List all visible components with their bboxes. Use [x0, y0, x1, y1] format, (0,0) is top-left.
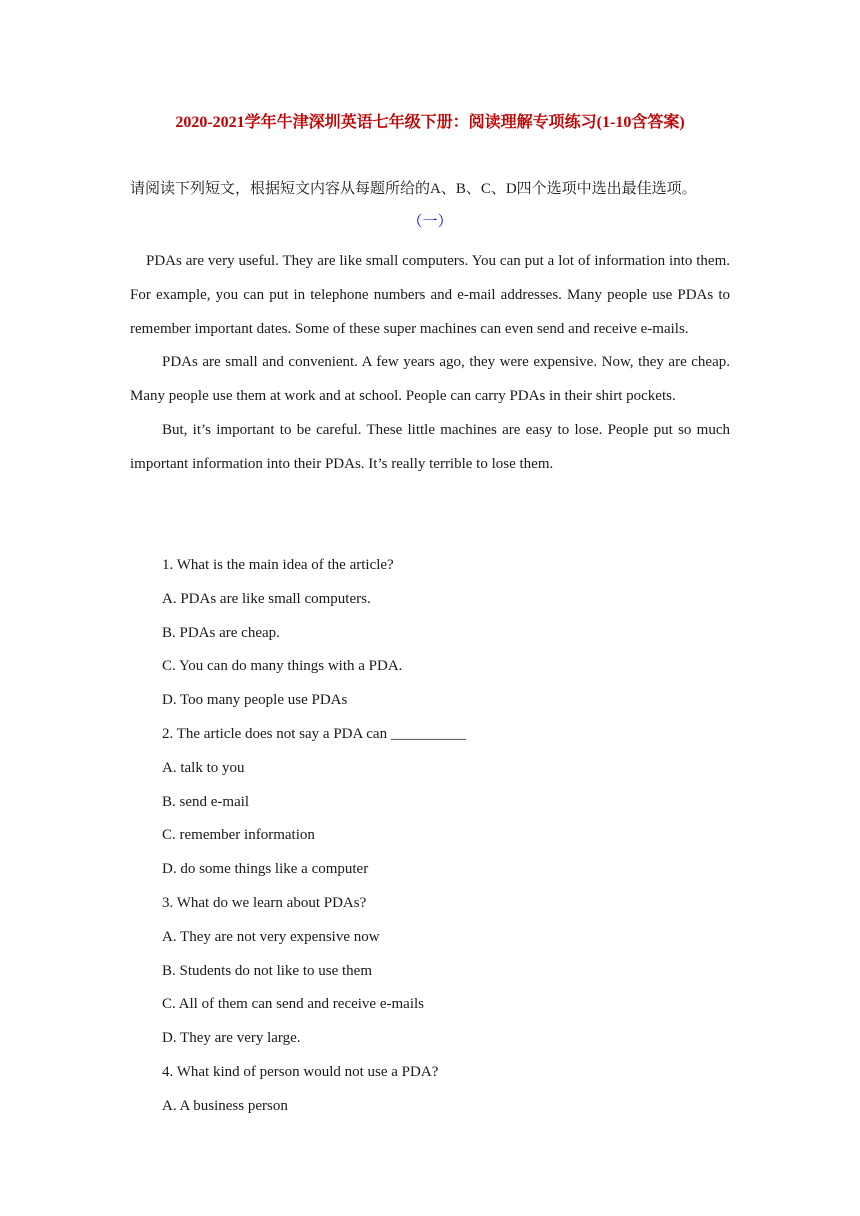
question-stem: 1. What is the main idea of the article?	[162, 557, 394, 573]
answer-option: A. PDAs are like small computers.	[162, 590, 371, 607]
reading-passage	[130, 245, 730, 482]
question-stem: 4. What kind of person would not use a PDA?	[162, 1063, 439, 1080]
instruction-text: 请阅读下列短文，根据短文内容从每题所给的A、B、C、D四个选项中选出最佳选项。	[130, 181, 697, 197]
answer-option: B. PDAs are cheap.	[162, 624, 280, 641]
answer-option: C. You can do many things with a PDA.	[162, 658, 403, 675]
answer-option: D. Too many people use PDAs	[162, 692, 348, 709]
answer-option: C. remember information	[162, 827, 315, 844]
answer-option: A. They are not very expensive now	[162, 928, 380, 945]
answer-option: D. do some things like a computer	[162, 861, 369, 878]
answer-option: C. All of them can send and receive e-mails	[162, 996, 424, 1013]
question-stem: 3. What do we learn about PDAs?	[162, 894, 367, 911]
answer-option: D. They are very large.	[162, 1030, 301, 1047]
question-stem: 2. The article does not say a PDA can __________	[162, 725, 466, 742]
passage-paragraph: PDAs are very useful. They are like small computers. You can put a lot of information into them. For example, you can put in telephone numbers and e-mail addresses. Many people use PDAs to remember important dates. Some of these super machines can even send and receive e-mails.	[130, 253, 730, 337]
answer-option: A. talk to you	[162, 759, 245, 776]
answer-option: B. send e-mail	[162, 793, 250, 810]
question-list	[162, 549, 732, 1124]
answer-option: A. A business person	[162, 1097, 288, 1114]
document-title: 2020-2021学年牛津深圳英语七年级下册：阅读理解专项练习(1-10含答案)	[175, 114, 685, 131]
answer-option: B. Students do not like to use them	[162, 962, 372, 979]
passage-paragraph: But, it’s important to be careful. These little machines are easy to lose. People put so much important information into their PDAs. It’s really terrible to lose them.	[130, 421, 730, 472]
passage-paragraph: PDAs are small and convenient. A few years ago, they were expensive. Now, they are cheap. Many people use them at work and at school. People can carry PDAs in their shirt pockets.	[130, 354, 730, 405]
section-label: （一）	[407, 214, 453, 230]
